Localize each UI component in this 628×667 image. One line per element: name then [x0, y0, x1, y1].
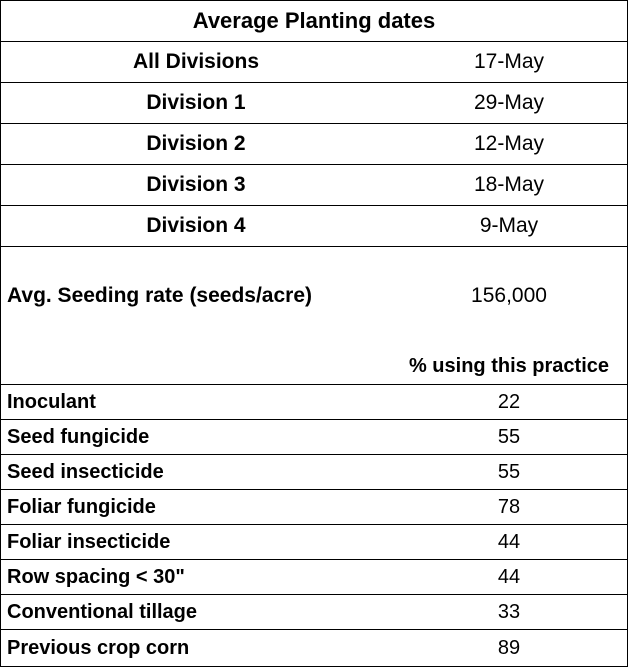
table-title: Average Planting dates	[1, 1, 627, 42]
practice-row-foliar-insecticide	[1, 524, 627, 559]
practice-row-previous-crop-corn	[1, 629, 627, 666]
practice-row-label: Previous crop corn	[7, 636, 190, 659]
practice-row-percent: 44	[497, 530, 521, 553]
seeding-rate-value: 156,000	[471, 284, 547, 307]
planting-row-date: 12-May	[473, 132, 545, 155]
planting-row-all-divisions	[1, 42, 627, 83]
practice-row-percent: 89	[497, 636, 521, 659]
practice-row-percent: 22	[497, 390, 521, 413]
practice-row-percent: 55	[497, 425, 521, 448]
practice-row-label: Conventional tillage	[7, 600, 198, 623]
planting-row-label: Division 3	[146, 173, 246, 196]
practice-row-label: Foliar insecticide	[7, 530, 171, 553]
planting-row-date: 9-May	[479, 214, 539, 237]
practice-row-label: Row spacing < 30"	[7, 565, 185, 588]
planting-row-date: 18-May	[473, 173, 545, 196]
practice-row-label: Foliar fungicide	[7, 495, 156, 518]
practice-row-conventional-tillage	[1, 594, 627, 629]
practice-row-row-spacing	[1, 559, 627, 594]
practice-row-percent: 78	[497, 495, 521, 518]
planting-row-label: All Divisions	[132, 50, 260, 73]
planting-row-label: Division 2	[146, 132, 246, 155]
planting-row-date: 29-May	[473, 91, 545, 114]
seeding-rate-row	[1, 278, 627, 314]
planting-row-division-1	[1, 83, 627, 124]
planting-row-division-3	[1, 165, 627, 206]
planting-row-date: 17-May	[473, 50, 545, 73]
practice-row-seed-insecticide	[1, 454, 627, 489]
practice-row-percent: 44	[497, 565, 521, 588]
practice-row-percent: 55	[497, 460, 521, 483]
practice-row-label: Inoculant	[7, 390, 96, 413]
practice-row-percent: 33	[497, 600, 521, 623]
planting-row-label: Division 1	[146, 91, 246, 114]
practice-row-label: Seed insecticide	[7, 460, 164, 483]
practice-row-foliar-fungicide	[1, 489, 627, 524]
planting-row-division-4	[1, 206, 627, 247]
practice-row-label: Seed fungicide	[7, 425, 150, 448]
planting-row-label: Division 4	[146, 214, 246, 237]
practice-column-header: % using this practice	[408, 354, 610, 377]
practice-row-seed-fungicide	[1, 419, 627, 454]
seeding-rate-label: Avg. Seeding rate (seeds/acre)	[7, 284, 313, 307]
practice-row-inoculant	[1, 384, 627, 419]
planting-row-division-2	[1, 124, 627, 165]
